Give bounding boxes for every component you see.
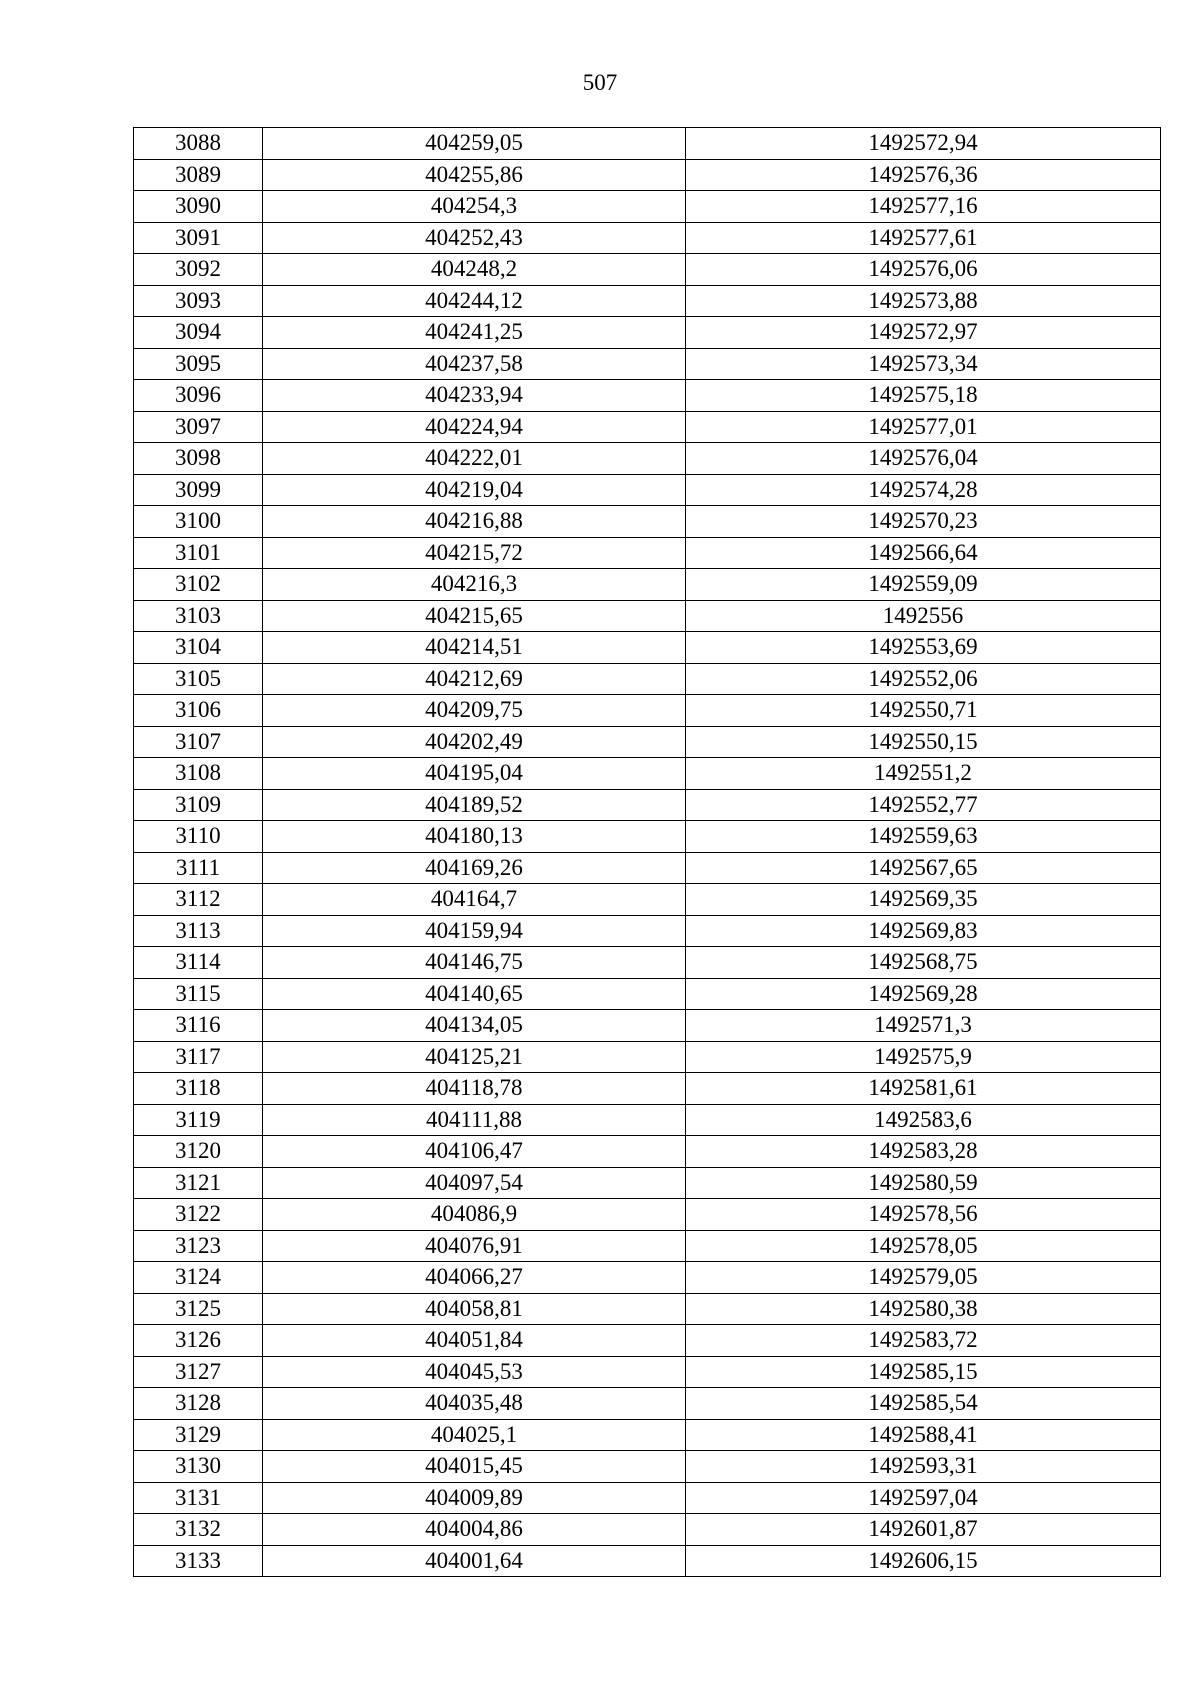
x-coordinate-cell: 404001,64 bbox=[263, 1545, 686, 1577]
x-coordinate-cell: 404125,21 bbox=[263, 1041, 686, 1073]
y-coordinate-cell: 1492583,28 bbox=[686, 1136, 1161, 1168]
table-row bbox=[134, 317, 1161, 349]
table-row bbox=[134, 569, 1161, 601]
point-number-cell: 3124 bbox=[134, 1262, 263, 1294]
table-row bbox=[134, 852, 1161, 884]
x-coordinate-cell: 404216,88 bbox=[263, 506, 686, 538]
x-coordinate-cell: 404035,48 bbox=[263, 1388, 686, 1420]
y-coordinate-cell: 1492570,23 bbox=[686, 506, 1161, 538]
x-coordinate-cell: 404066,27 bbox=[263, 1262, 686, 1294]
table-row bbox=[134, 1199, 1161, 1231]
y-coordinate-cell: 1492579,05 bbox=[686, 1262, 1161, 1294]
point-number-cell: 3100 bbox=[134, 506, 263, 538]
point-number-cell: 3126 bbox=[134, 1325, 263, 1357]
page-number: 507 bbox=[582, 70, 618, 95]
point-number-cell: 3130 bbox=[134, 1451, 263, 1483]
y-coordinate-cell: 1492583,6 bbox=[686, 1104, 1161, 1136]
x-coordinate-cell: 404237,58 bbox=[263, 348, 686, 380]
table-row bbox=[134, 506, 1161, 538]
point-number-cell: 3111 bbox=[134, 852, 263, 884]
y-coordinate-cell: 1492577,16 bbox=[686, 191, 1161, 223]
y-coordinate-cell: 1492578,05 bbox=[686, 1230, 1161, 1262]
x-coordinate-cell: 404209,75 bbox=[263, 695, 686, 727]
table-row bbox=[134, 1136, 1161, 1168]
x-coordinate-cell: 404097,54 bbox=[263, 1167, 686, 1199]
point-number-cell: 3108 bbox=[134, 758, 263, 790]
table-row bbox=[134, 663, 1161, 695]
y-coordinate-cell: 1492569,83 bbox=[686, 915, 1161, 947]
table-row bbox=[134, 1356, 1161, 1388]
point-number-cell: 3123 bbox=[134, 1230, 263, 1262]
table-row bbox=[134, 1041, 1161, 1073]
y-coordinate-cell: 1492580,38 bbox=[686, 1293, 1161, 1325]
x-coordinate-cell: 404189,52 bbox=[263, 789, 686, 821]
point-number-cell: 3129 bbox=[134, 1419, 263, 1451]
table-row bbox=[134, 821, 1161, 853]
point-number-cell: 3093 bbox=[134, 285, 263, 317]
y-coordinate-cell: 1492576,06 bbox=[686, 254, 1161, 286]
point-number-cell: 3117 bbox=[134, 1041, 263, 1073]
point-number-cell: 3127 bbox=[134, 1356, 263, 1388]
x-coordinate-cell: 404159,94 bbox=[263, 915, 686, 947]
x-coordinate-cell: 404180,13 bbox=[263, 821, 686, 853]
table-row bbox=[134, 159, 1161, 191]
x-coordinate-cell: 404255,86 bbox=[263, 159, 686, 191]
table-row bbox=[134, 978, 1161, 1010]
point-number-cell: 3104 bbox=[134, 632, 263, 664]
y-coordinate-cell: 1492551,2 bbox=[686, 758, 1161, 790]
table-row bbox=[134, 474, 1161, 506]
point-number-cell: 3113 bbox=[134, 915, 263, 947]
point-number-cell: 3105 bbox=[134, 663, 263, 695]
point-number-cell: 3097 bbox=[134, 411, 263, 443]
table-row bbox=[134, 348, 1161, 380]
table-row bbox=[134, 191, 1161, 223]
point-number-cell: 3121 bbox=[134, 1167, 263, 1199]
x-coordinate-cell: 404058,81 bbox=[263, 1293, 686, 1325]
point-number-cell: 3094 bbox=[134, 317, 263, 349]
table-row bbox=[134, 1419, 1161, 1451]
y-coordinate-cell: 1492550,71 bbox=[686, 695, 1161, 727]
y-coordinate-cell: 1492575,9 bbox=[686, 1041, 1161, 1073]
table-row bbox=[134, 254, 1161, 286]
point-number-cell: 3095 bbox=[134, 348, 263, 380]
x-coordinate-cell: 404045,53 bbox=[263, 1356, 686, 1388]
x-coordinate-cell: 404004,86 bbox=[263, 1514, 686, 1546]
y-coordinate-cell: 1492572,94 bbox=[686, 128, 1161, 160]
point-number-cell: 3128 bbox=[134, 1388, 263, 1420]
y-coordinate-cell: 1492550,15 bbox=[686, 726, 1161, 758]
table-row bbox=[134, 1451, 1161, 1483]
x-coordinate-cell: 404222,01 bbox=[263, 443, 686, 475]
x-coordinate-cell: 404111,88 bbox=[263, 1104, 686, 1136]
x-coordinate-cell: 404224,94 bbox=[263, 411, 686, 443]
y-coordinate-cell: 1492593,31 bbox=[686, 1451, 1161, 1483]
table-row bbox=[134, 537, 1161, 569]
y-coordinate-cell: 1492577,61 bbox=[686, 222, 1161, 254]
table-row bbox=[134, 758, 1161, 790]
y-coordinate-cell: 1492572,97 bbox=[686, 317, 1161, 349]
table-row bbox=[134, 1293, 1161, 1325]
table-row bbox=[134, 632, 1161, 664]
point-number-cell: 3107 bbox=[134, 726, 263, 758]
y-coordinate-cell: 1492585,54 bbox=[686, 1388, 1161, 1420]
table-row bbox=[134, 947, 1161, 979]
point-number-cell: 3110 bbox=[134, 821, 263, 853]
point-number-cell: 3098 bbox=[134, 443, 263, 475]
y-coordinate-cell: 1492569,35 bbox=[686, 884, 1161, 916]
y-coordinate-cell: 1492575,18 bbox=[686, 380, 1161, 412]
y-coordinate-cell: 1492552,06 bbox=[686, 663, 1161, 695]
point-number-cell: 3114 bbox=[134, 947, 263, 979]
x-coordinate-cell: 404134,05 bbox=[263, 1010, 686, 1042]
table-row bbox=[134, 884, 1161, 916]
point-number-cell: 3125 bbox=[134, 1293, 263, 1325]
x-coordinate-cell: 404202,49 bbox=[263, 726, 686, 758]
x-coordinate-cell: 404106,47 bbox=[263, 1136, 686, 1168]
y-coordinate-cell: 1492601,87 bbox=[686, 1514, 1161, 1546]
x-coordinate-cell: 404216,3 bbox=[263, 569, 686, 601]
x-coordinate-cell: 404118,78 bbox=[263, 1073, 686, 1105]
x-coordinate-cell: 404146,75 bbox=[263, 947, 686, 979]
point-number-cell: 3089 bbox=[134, 159, 263, 191]
point-number-cell: 3101 bbox=[134, 537, 263, 569]
table-row bbox=[134, 380, 1161, 412]
y-coordinate-cell: 1492552,77 bbox=[686, 789, 1161, 821]
y-coordinate-cell: 1492576,04 bbox=[686, 443, 1161, 475]
x-coordinate-cell: 404248,2 bbox=[263, 254, 686, 286]
table-row bbox=[134, 915, 1161, 947]
x-coordinate-cell: 404252,43 bbox=[263, 222, 686, 254]
x-coordinate-cell: 404015,45 bbox=[263, 1451, 686, 1483]
point-number-cell: 3119 bbox=[134, 1104, 263, 1136]
y-coordinate-cell: 1492581,61 bbox=[686, 1073, 1161, 1105]
point-number-cell: 3112 bbox=[134, 884, 263, 916]
table-row bbox=[134, 600, 1161, 632]
table-row bbox=[134, 1010, 1161, 1042]
y-coordinate-cell: 1492559,63 bbox=[686, 821, 1161, 853]
table-row bbox=[134, 1167, 1161, 1199]
x-coordinate-cell: 404212,69 bbox=[263, 663, 686, 695]
point-number-cell: 3099 bbox=[134, 474, 263, 506]
point-number-cell: 3116 bbox=[134, 1010, 263, 1042]
y-coordinate-cell: 1492573,34 bbox=[686, 348, 1161, 380]
x-coordinate-cell: 404233,94 bbox=[263, 380, 686, 412]
table-row bbox=[134, 1482, 1161, 1514]
table-row bbox=[134, 726, 1161, 758]
table-row bbox=[134, 1325, 1161, 1357]
x-coordinate-cell: 404169,26 bbox=[263, 852, 686, 884]
point-number-cell: 3103 bbox=[134, 600, 263, 632]
coordinates-table-body bbox=[134, 128, 1161, 1577]
y-coordinate-cell: 1492559,09 bbox=[686, 569, 1161, 601]
y-coordinate-cell: 1492588,41 bbox=[686, 1419, 1161, 1451]
x-coordinate-cell: 404254,3 bbox=[263, 191, 686, 223]
x-coordinate-cell: 404086,9 bbox=[263, 1199, 686, 1231]
point-number-cell: 3132 bbox=[134, 1514, 263, 1546]
x-coordinate-cell: 404025,1 bbox=[263, 1419, 686, 1451]
table-row bbox=[134, 285, 1161, 317]
point-number-cell: 3133 bbox=[134, 1545, 263, 1577]
table-row bbox=[134, 1104, 1161, 1136]
x-coordinate-cell: 404195,04 bbox=[263, 758, 686, 790]
y-coordinate-cell: 1492597,04 bbox=[686, 1482, 1161, 1514]
point-number-cell: 3090 bbox=[134, 191, 263, 223]
x-coordinate-cell: 404244,12 bbox=[263, 285, 686, 317]
table-row bbox=[134, 789, 1161, 821]
x-coordinate-cell: 404140,65 bbox=[263, 978, 686, 1010]
y-coordinate-cell: 1492585,15 bbox=[686, 1356, 1161, 1388]
y-coordinate-cell: 1492583,72 bbox=[686, 1325, 1161, 1357]
point-number-cell: 3102 bbox=[134, 569, 263, 601]
x-coordinate-cell: 404076,91 bbox=[263, 1230, 686, 1262]
y-coordinate-cell: 1492576,36 bbox=[686, 159, 1161, 191]
y-coordinate-cell: 1492556 bbox=[686, 600, 1161, 632]
table-row bbox=[134, 411, 1161, 443]
table-row bbox=[134, 1514, 1161, 1546]
x-coordinate-cell: 404215,65 bbox=[263, 600, 686, 632]
y-coordinate-cell: 1492606,15 bbox=[686, 1545, 1161, 1577]
point-number-cell: 3109 bbox=[134, 789, 263, 821]
point-number-cell: 3120 bbox=[134, 1136, 263, 1168]
table-row bbox=[134, 1545, 1161, 1577]
point-number-cell: 3118 bbox=[134, 1073, 263, 1105]
coordinates-table bbox=[133, 127, 1161, 1577]
y-coordinate-cell: 1492571,3 bbox=[686, 1010, 1161, 1042]
x-coordinate-cell: 404051,84 bbox=[263, 1325, 686, 1357]
x-coordinate-cell: 404241,25 bbox=[263, 317, 686, 349]
point-number-cell: 3096 bbox=[134, 380, 263, 412]
x-coordinate-cell: 404259,05 bbox=[263, 128, 686, 160]
x-coordinate-cell: 404164,7 bbox=[263, 884, 686, 916]
y-coordinate-cell: 1492568,75 bbox=[686, 947, 1161, 979]
y-coordinate-cell: 1492578,56 bbox=[686, 1199, 1161, 1231]
table-row bbox=[134, 1073, 1161, 1105]
table-row bbox=[134, 128, 1161, 160]
y-coordinate-cell: 1492566,64 bbox=[686, 537, 1161, 569]
table-row bbox=[134, 443, 1161, 475]
y-coordinate-cell: 1492573,88 bbox=[686, 285, 1161, 317]
x-coordinate-cell: 404219,04 bbox=[263, 474, 686, 506]
y-coordinate-cell: 1492569,28 bbox=[686, 978, 1161, 1010]
table-row bbox=[134, 695, 1161, 727]
y-coordinate-cell: 1492574,28 bbox=[686, 474, 1161, 506]
table-row bbox=[134, 1388, 1161, 1420]
point-number-cell: 3091 bbox=[134, 222, 263, 254]
table-row bbox=[134, 1230, 1161, 1262]
y-coordinate-cell: 1492567,65 bbox=[686, 852, 1161, 884]
x-coordinate-cell: 404215,72 bbox=[263, 537, 686, 569]
point-number-cell: 3092 bbox=[134, 254, 263, 286]
table-row bbox=[134, 222, 1161, 254]
y-coordinate-cell: 1492553,69 bbox=[686, 632, 1161, 664]
point-number-cell: 3131 bbox=[134, 1482, 263, 1514]
point-number-cell: 3088 bbox=[134, 128, 263, 160]
point-number-cell: 3115 bbox=[134, 978, 263, 1010]
y-coordinate-cell: 1492580,59 bbox=[686, 1167, 1161, 1199]
x-coordinate-cell: 404214,51 bbox=[263, 632, 686, 664]
x-coordinate-cell: 404009,89 bbox=[263, 1482, 686, 1514]
table-row bbox=[134, 1262, 1161, 1294]
y-coordinate-cell: 1492577,01 bbox=[686, 411, 1161, 443]
point-number-cell: 3122 bbox=[134, 1199, 263, 1231]
point-number-cell: 3106 bbox=[134, 695, 263, 727]
